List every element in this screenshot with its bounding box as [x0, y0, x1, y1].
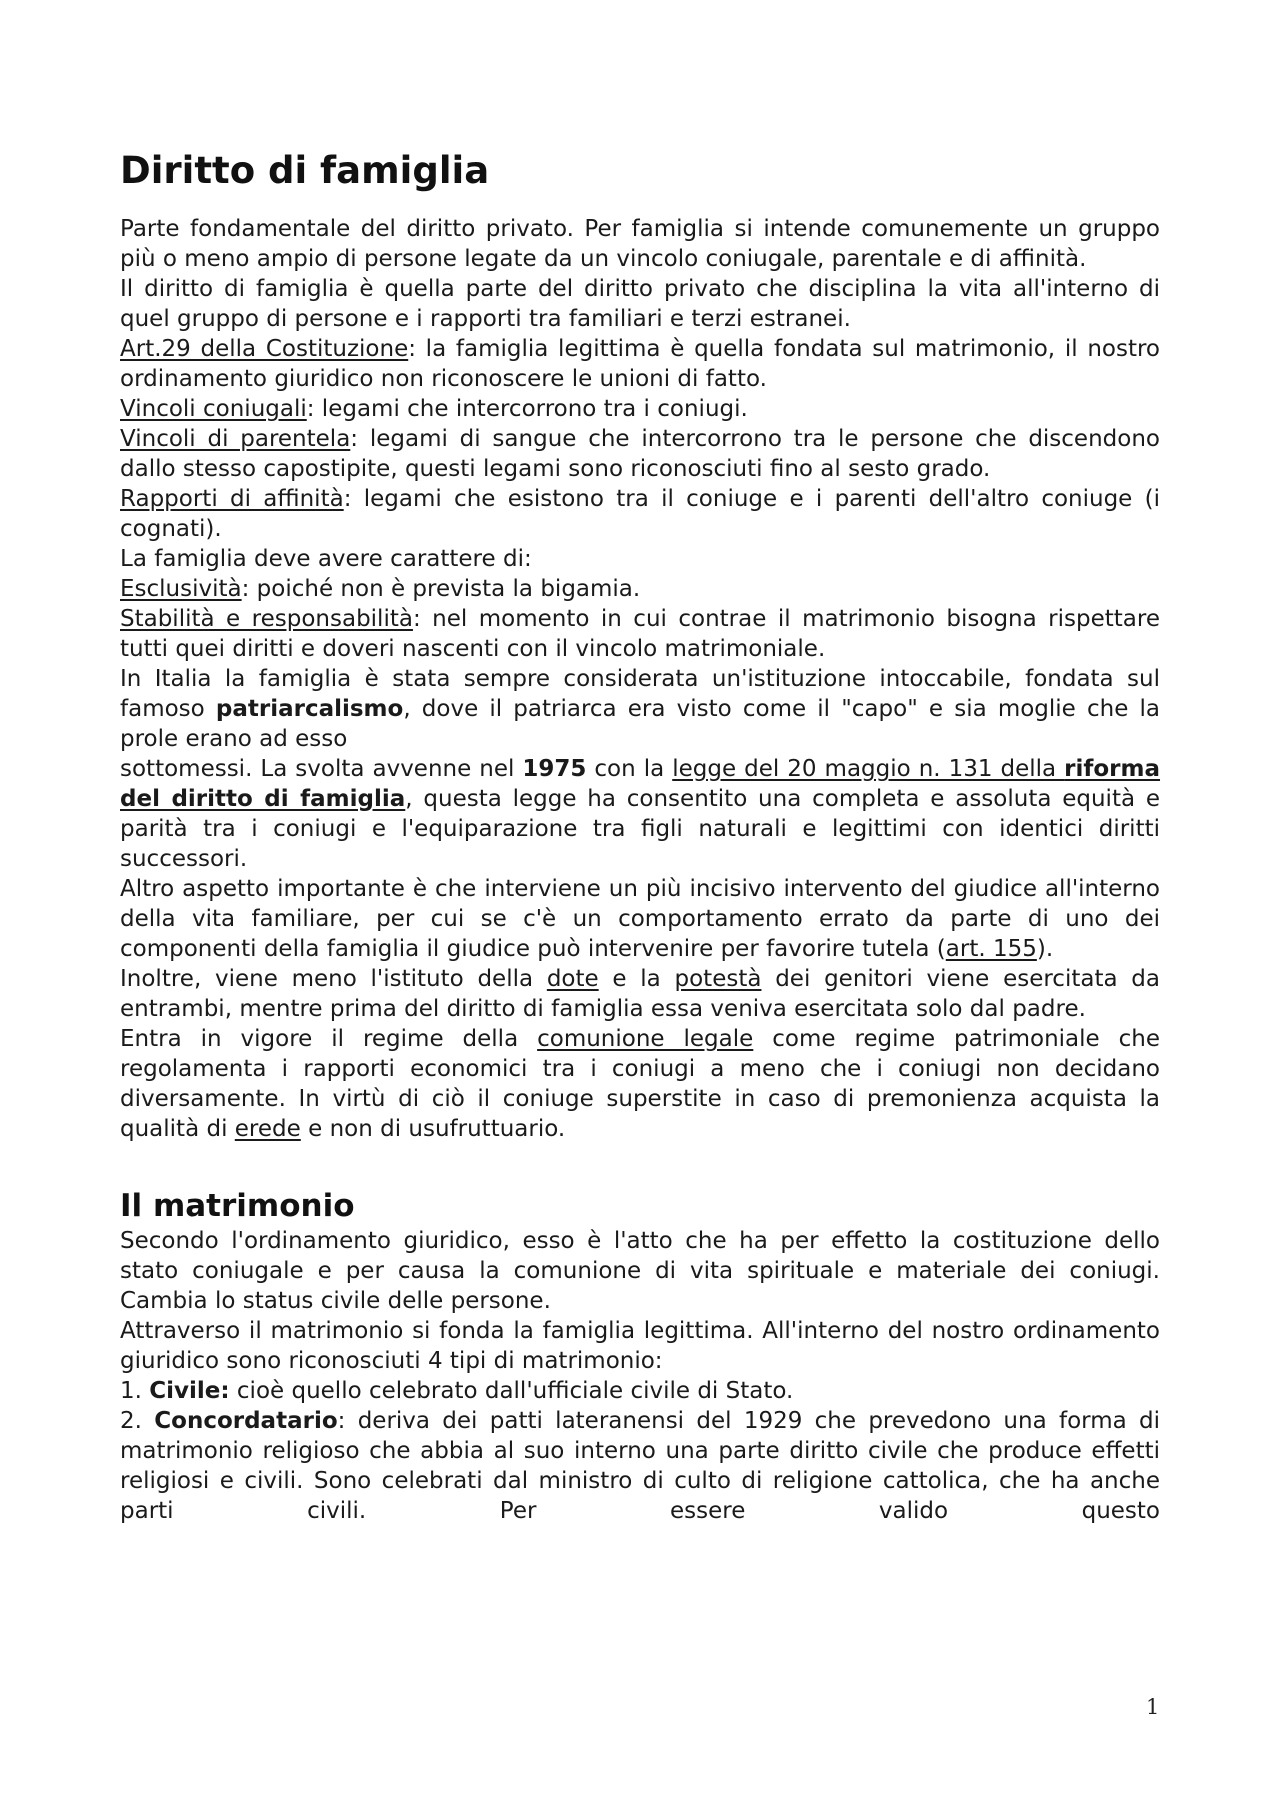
document-page — [120, 148, 1160, 1526]
term-comunione-legale: comunione legale — [537, 1026, 754, 1052]
section-heading-matrimonio: Il matrimonio — [120, 1188, 355, 1224]
term-esclusivita: Esclusività — [120, 576, 242, 602]
paragraph-comunione: Entra in vigore il regime della comunione legale come regime patrimoniale che regolamenta i rapporti economici tra i coniugi a meno che i coniugi non decidano diversamente. In virtù di ciò il coniuge superstite in caso di premonienza acquista la qualità di erede e non di usufruttuario. — [120, 1026, 1160, 1142]
paragraph-vincoli-parentela: Vincoli di parentela: legami di sangue che intercorrono tra le persone che discendono dallo stesso capostipite, questi legami sono riconosciuti fino al sesto grado. — [120, 426, 1160, 482]
paragraph-stabilita: Stabilità e responsabilità: nel momento in cui contrae il matrimonio bisogna rispettare tutti quei diritti e doveri nascenti con il vincolo matrimoniale. — [120, 606, 1160, 662]
term-erede: erede — [234, 1116, 301, 1142]
paragraph-esclusivita: Esclusività: poiché non è prevista la bigamia. — [120, 576, 641, 602]
paragraph-art29: Art.29 della Costituzione: la famiglia legittima è quella fondata sul matrimonio, il nostro ordinamento giuridico non riconoscere le unioni di fatto. — [120, 336, 1160, 392]
paragraph-matrimonio-1: Secondo l'ordinamento giuridico, esso è l'atto che ha per effetto la costituzione dello stato coniugale e per causa la comunione di vita spirituale e materiale dei coniugi. Cambia lo status civile delle persone. — [120, 1228, 1160, 1314]
term-stabilita: Stabilità e responsabilità — [120, 606, 413, 632]
term-art29: Art.29 della Costituzione — [120, 336, 409, 362]
paragraph-inoltre: Inoltre, viene meno l'istituto della dote e la potestà dei genitori viene esercitata da entrambi, mentre prima del diritto di famiglia essa veniva esercitata solo dal padre. — [120, 966, 1160, 1022]
term-vincoli-parentela: Vincoli di parentela — [120, 426, 351, 452]
link-art-155[interactable]: art. 155 — [945, 936, 1037, 962]
paragraph-vincoli-coniugali: Vincoli coniugali: legami che intercorrono tra i coniugi. — [120, 396, 748, 422]
paragraph-intro-2: Il diritto di famiglia è quella parte del diritto privato che disciplina la vita all'interno di quel gruppo di persone e i rapporti tra familiari e terzi estranei. — [120, 276, 1160, 332]
list-item-concordatario: 2. Concordatario: deriva dei patti lateranensi del 1929 che prevedono una forma di matrimonio religioso che abbia al suo interno una parte diritto civile che produce effetti religiosi e civili. Sono celebrati dal ministro di culto di religione cattolica, che ha anche parti civili. Per essere valido questo — [120, 1408, 1160, 1524]
paragraph-italia: In Italia la famiglia è stata sempre considerata un'istituzione intoccabile, fondata sul famoso patriarcalismo, dove il patriarca era visto come il "capo" e sia moglie che la prole erano ad esso — [120, 666, 1160, 752]
term-affinita: Rapporti di affinità — [120, 486, 344, 512]
page-title: Diritto di famiglia — [120, 149, 490, 192]
term-dote: dote — [546, 966, 599, 992]
paragraph-affinita: Rapporti di affinità: legami che esistono tra il coniuge e i parenti dell'altro coniuge (i cognati). — [120, 486, 1160, 542]
paragraph-giudice: Altro aspetto importante è che interviene un più incisivo intervento del giudice all'interno della vita familiare, per cui se c'è un comportamento errato da parte di uno dei componenti della famiglia il giudice può intervenire per favorire tutela (art. 155). — [120, 876, 1160, 962]
paragraph-svolta: sottomessi. La svolta avvenne nel 1975 con la legge del 20 maggio n. 131 della riforma del diritto di famiglia, questa legge ha consentito una completa e assoluta equità e parità tra i coniugi e l'equiparazione tra figli naturali e legittimi con identici diritti successori. — [120, 756, 1161, 872]
term-potesta: potestà — [674, 966, 762, 992]
paragraph-carattere: La famiglia deve avere carattere di: — [120, 546, 532, 572]
term-vincoli-coniugali: Vincoli coniugali — [120, 396, 307, 422]
page-number: 1 — [1146, 1695, 1160, 1719]
list-item-civile: 1. Civile: cioè quello celebrato dall'ufficiale civile di Stato. — [120, 1378, 794, 1404]
paragraph-intro-1: Parte fondamentale del diritto privato. Per famiglia si intende comunemente un gruppo più o meno ampio di persone legate da un vincolo coniugale, parentale e di affinità. — [120, 216, 1160, 272]
link-legge-131[interactable]: legge del 20 maggio n. 131 della riforma del diritto di famiglia — [120, 756, 1161, 812]
year-1975: 1975 — [522, 756, 587, 782]
term-patriarcalismo: patriarcalismo — [215, 696, 404, 722]
paragraph-matrimonio-2: Attraverso il matrimonio si fonda la famiglia legittima. All'interno del nostro ordinamento giuridico sono riconosciuti 4 tipi di matrimonio: — [120, 1318, 1160, 1374]
